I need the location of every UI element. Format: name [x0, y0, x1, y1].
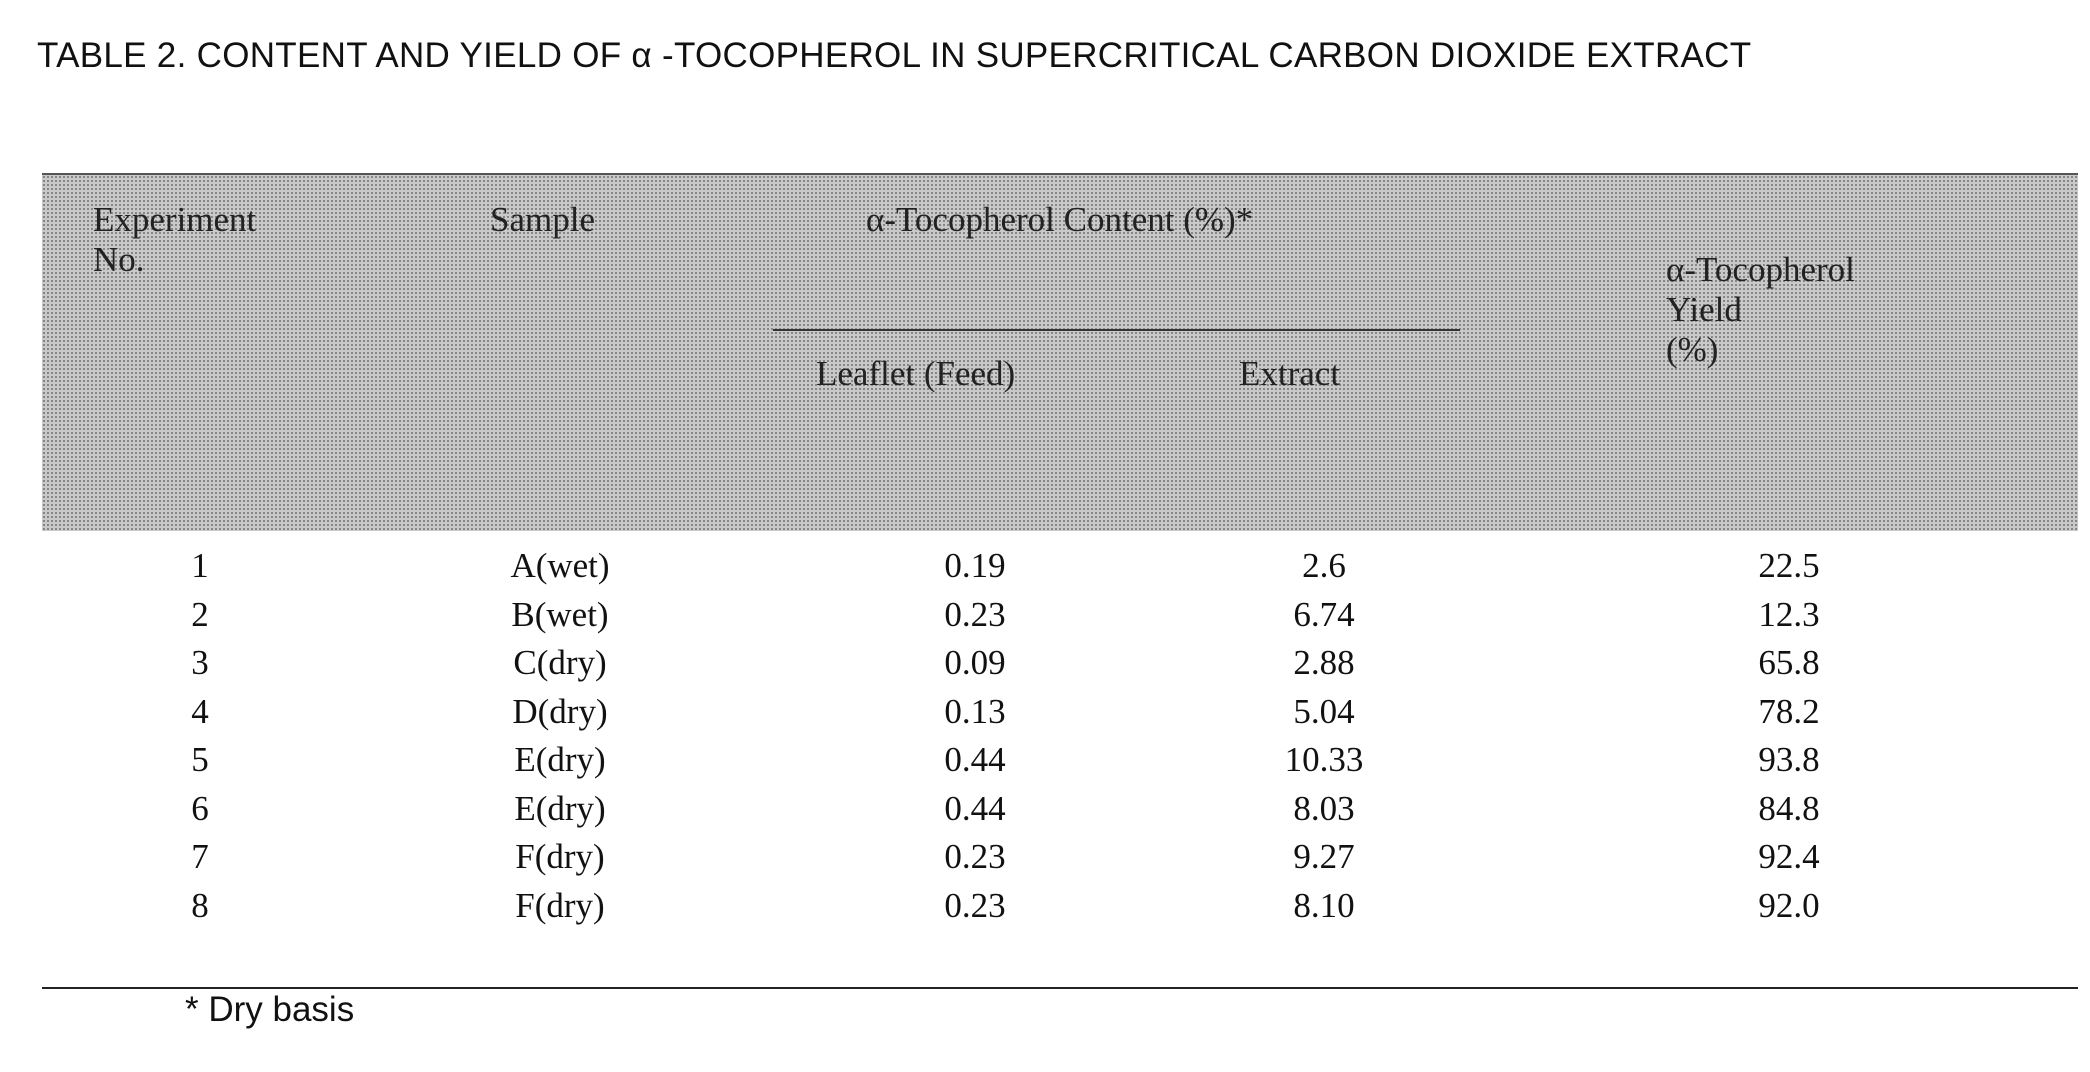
cell-extract: 8.03 — [1293, 788, 1355, 828]
header-yield-line1: α-Tocopherol — [1666, 250, 1855, 289]
cell-yield: 92.0 — [1758, 885, 1820, 925]
cell-leaflet-feed: 0.19 — [944, 546, 1006, 585]
header-extract: Extract — [1239, 354, 1341, 393]
cell-sample: E(dry) — [514, 788, 606, 828]
cell-extract: 6.74 — [1293, 594, 1355, 634]
cell-extract: 2.6 — [1302, 546, 1346, 585]
header-experiment — [93, 200, 256, 280]
cell-yield: 78.2 — [1758, 691, 1820, 731]
cell-sample: B(wet) — [511, 594, 609, 634]
header-leaflet-feed: Leaflet (Feed) — [816, 354, 1016, 393]
cell-experiment-no: 7 — [191, 837, 209, 876]
cell-yield: 22.5 — [1758, 546, 1820, 585]
cell-experiment-no: 6 — [191, 788, 209, 828]
cell-yield: 12.3 — [1758, 594, 1820, 634]
cell-yield: 84.8 — [1758, 788, 1820, 828]
cell-yield: 92.4 — [1758, 837, 1820, 876]
cell-experiment-no: 1 — [191, 546, 209, 585]
header-sample: Sample — [490, 200, 595, 239]
cell-extract: 10.33 — [1284, 740, 1364, 779]
cell-sample: F(dry) — [515, 837, 605, 876]
cell-leaflet-feed: 0.44 — [944, 788, 1006, 828]
cell-leaflet-feed: 0.13 — [944, 691, 1006, 731]
header-yield-line2: Yield — [1666, 290, 1742, 329]
header-yield — [1666, 250, 1855, 370]
header-experiment-line1: Experiment — [93, 200, 257, 239]
cell-yield: 65.8 — [1758, 643, 1820, 682]
cell-leaflet-feed: 0.09 — [944, 643, 1006, 682]
header-content-group: α-Tocopherol Content (%)* — [866, 200, 1254, 239]
table-bottom-rule — [42, 987, 2078, 989]
cell-leaflet-feed: 0.23 — [944, 594, 1006, 634]
cell-experiment-no: 3 — [191, 643, 209, 682]
cell-sample: A(wet) — [510, 546, 610, 585]
cell-sample: F(dry) — [515, 885, 605, 925]
cell-experiment-no: 4 — [191, 691, 209, 731]
cell-sample: D(dry) — [512, 691, 608, 731]
header-yield-line3: (%) — [1666, 330, 1719, 369]
cell-experiment-no: 5 — [191, 740, 209, 779]
cell-extract: 5.04 — [1293, 691, 1355, 731]
cell-leaflet-feed: 0.23 — [944, 837, 1006, 876]
header-group-rule — [773, 329, 1460, 331]
cell-sample: C(dry) — [513, 643, 607, 682]
cell-extract: 8.10 — [1293, 885, 1355, 925]
cell-extract: 2.88 — [1293, 643, 1355, 682]
cell-yield: 93.8 — [1758, 740, 1820, 779]
cell-leaflet-feed: 0.23 — [944, 885, 1006, 925]
cell-experiment-no: 2 — [191, 594, 209, 634]
footnote: * Dry basis — [185, 990, 355, 1029]
cell-leaflet-feed: 0.44 — [944, 740, 1006, 779]
header-experiment-line2: No. — [93, 240, 145, 279]
table-title: TABLE 2. CONTENT AND YIELD OF α -TOCOPHEROL IN SUPERCRITICAL CARBON DIOXIDE EXTRACT — [37, 36, 1752, 75]
cell-extract: 9.27 — [1293, 837, 1355, 876]
cell-sample: E(dry) — [514, 740, 606, 779]
cell-experiment-no: 8 — [191, 885, 209, 925]
